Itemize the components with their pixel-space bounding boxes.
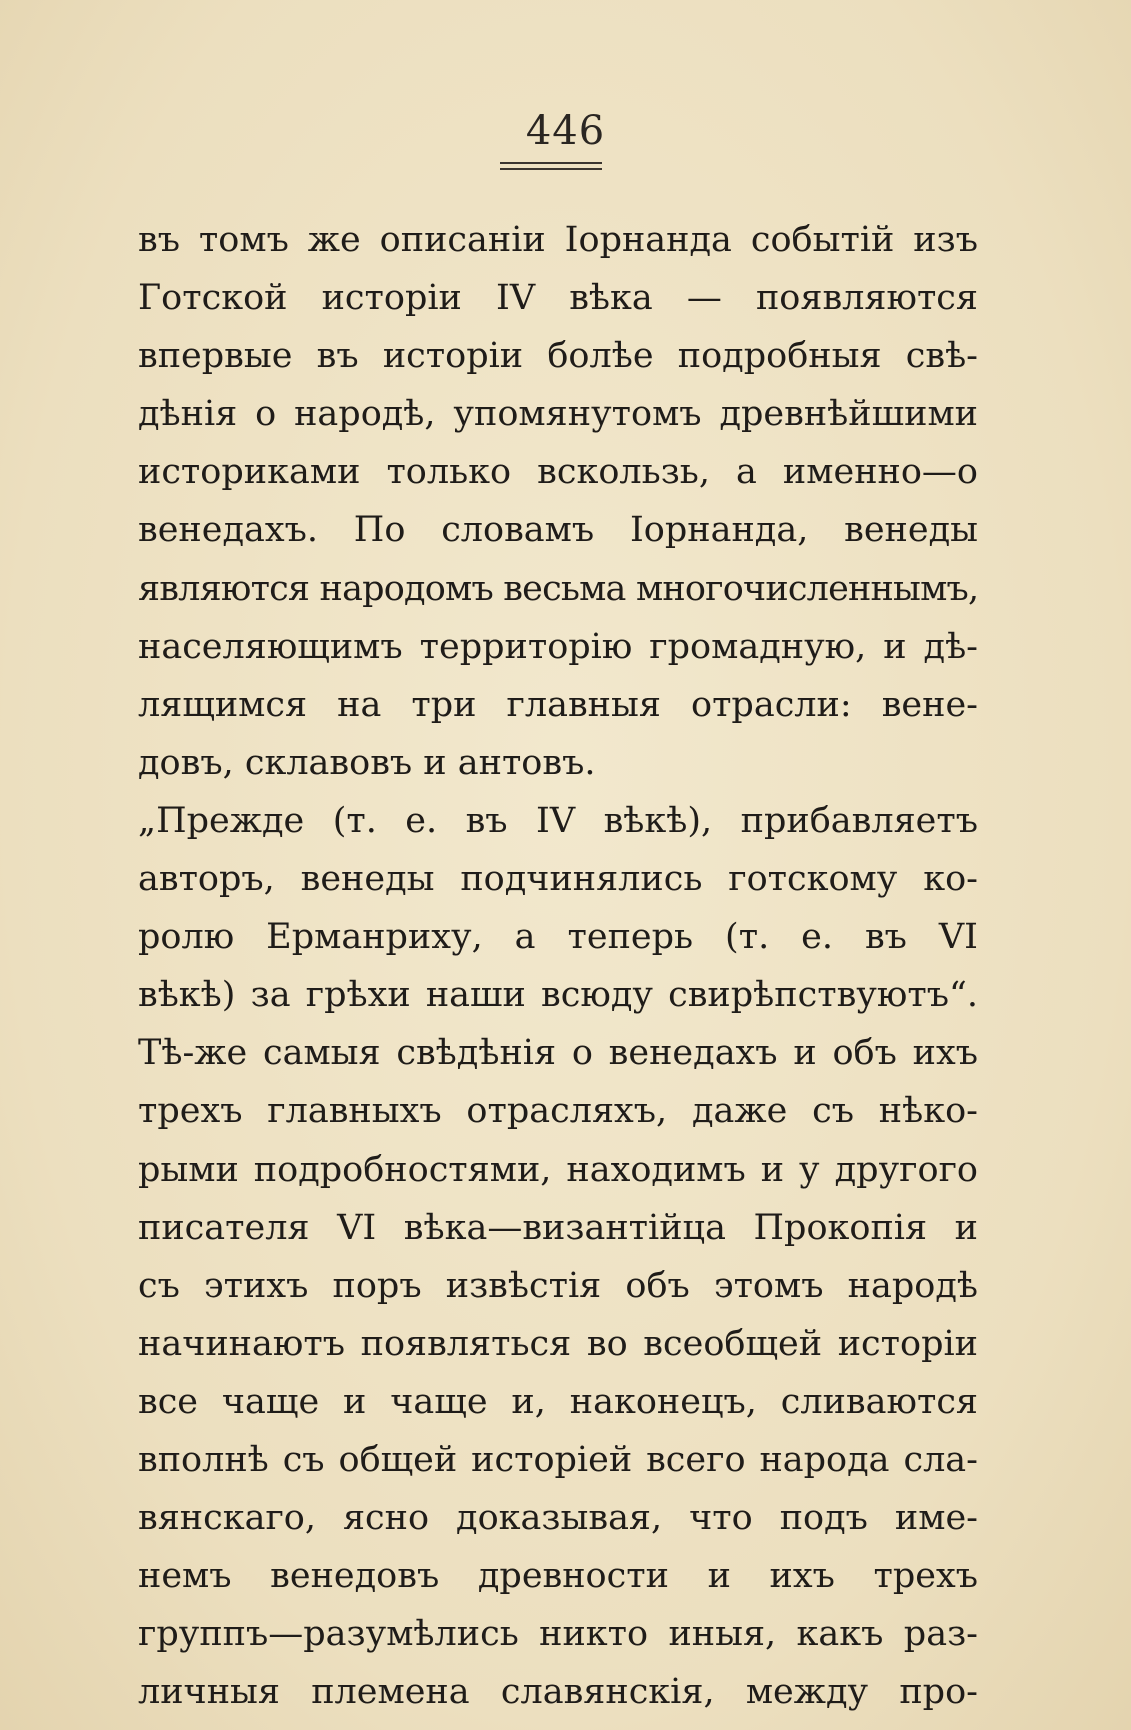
text-line: группъ—разумѣлись никто иныя, какъ раз-	[138, 1614, 978, 1655]
text-line: довъ, склавовъ и антовъ.	[138, 742, 596, 783]
text-line: лящимся на три главныя отрасли: вене-	[138, 684, 978, 725]
text-line: рыми подробностями, находимъ и у другого	[138, 1149, 978, 1190]
body-text	[138, 211, 978, 1721]
text-line: Тѣ-же самыя свѣдѣнія о венедахъ и объ ихъ	[138, 1033, 978, 1074]
header-rule-bottom	[500, 168, 602, 170]
text-line: все чаще и чаще и, наконецъ, сливаются	[138, 1381, 978, 1422]
text-line: вполнѣ съ общей исторіей всего народа сла-	[138, 1439, 978, 1480]
text-line: историками только вскользь, а именно—о	[138, 452, 978, 493]
text-line: начинаютъ появляться во всеобщей исторіи	[138, 1323, 978, 1364]
text-line: населяющимъ территорію громадную, и дѣ-	[138, 626, 978, 667]
text-line: являются народомъ весьма многочисленнымъ,	[138, 568, 979, 609]
text-line: вянскаго, ясно доказывая, что подъ име-	[138, 1498, 978, 1539]
text-line: авторъ, венеды подчинялись готскому ко-	[138, 859, 978, 900]
text-line: съ этихъ поръ извѣстія объ этомъ народѣ	[138, 1265, 978, 1306]
text-line: „Прежде (т. е. въ IV вѣкѣ), прибавляетъ	[138, 800, 978, 841]
text-line: писателя VI вѣка—византійца Прокопія и	[138, 1207, 978, 1248]
text-line: дѣнія о народѣ, упомянутомъ древнѣйшими	[138, 394, 978, 435]
text-line: впервые въ исторіи болѣе подробныя свѣ-	[138, 336, 978, 377]
text-line: вѣкѣ) за грѣхи наши всюду свирѣпствуютъ“.	[138, 975, 978, 1016]
page-number: 446	[525, 108, 606, 154]
text-line: венедахъ. По словамъ Іорнанда, венеды	[138, 510, 978, 551]
text-line: Готской исторіи IV вѣка — появляются	[138, 278, 978, 319]
text-line: въ томъ же описаніи Іорнанда событій изъ	[138, 220, 978, 260]
text-line: трехъ главныхъ отрасляхъ, даже съ нѣко-	[138, 1091, 978, 1132]
text-line: немъ венедовъ древности и ихъ трехъ	[138, 1556, 978, 1597]
header-rule-top	[500, 162, 602, 164]
text-line: личныя племена славянскія, между про-	[138, 1672, 978, 1713]
text-line: ролю Ерманриху, а теперь (т. е. въ VI	[138, 917, 978, 958]
